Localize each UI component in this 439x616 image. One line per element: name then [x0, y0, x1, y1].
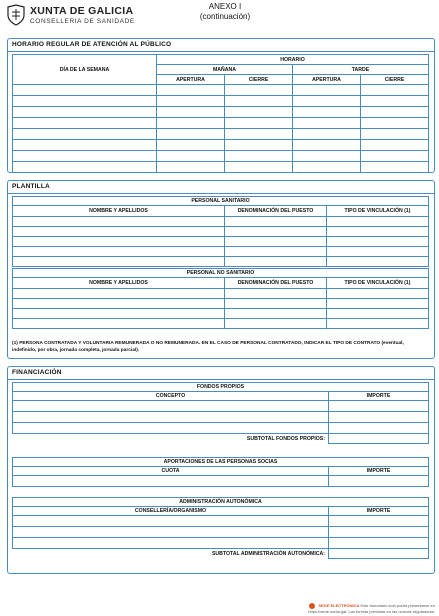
table-row — [13, 309, 429, 319]
col-tarde-header: TARDE — [293, 65, 429, 75]
position-field[interactable] — [225, 257, 327, 267]
xunta-logo — [4, 2, 154, 28]
amount-field[interactable] — [329, 538, 429, 549]
amount-field[interactable] — [329, 412, 429, 423]
link-type-field[interactable] — [327, 319, 429, 329]
amount-field[interactable] — [329, 476, 429, 487]
quota-field[interactable] — [13, 476, 329, 487]
col-manana-header: MAÑANA — [157, 65, 293, 75]
time-field[interactable] — [293, 96, 361, 107]
link-type-field[interactable] — [327, 309, 429, 319]
table-row — [13, 129, 429, 140]
plantilla-section — [7, 180, 435, 359]
col-apertura-manana: APERTURA — [157, 75, 225, 85]
financiacion-title: FINANCIACIÓN — [12, 369, 62, 376]
time-field[interactable] — [157, 151, 225, 162]
name-field[interactable] — [13, 299, 225, 309]
link-type-field[interactable] — [327, 247, 429, 257]
organism-field[interactable] — [13, 527, 329, 538]
name-field[interactable] — [13, 319, 225, 329]
financiacion-section — [7, 366, 435, 574]
organism-field[interactable] — [13, 516, 329, 527]
col-horario-header: HORARIO — [157, 55, 429, 65]
name-field[interactable] — [13, 247, 225, 257]
name-field[interactable] — [13, 289, 225, 299]
personal-no-sanitario-title: PERSONAL NO SANITARIO — [13, 269, 429, 278]
link-type-field[interactable] — [327, 289, 429, 299]
link-type-field[interactable] — [327, 237, 429, 247]
footer-text: Este formulario solo podrá presentarse en https://sede.xunta.gal. Las formas previstas en las normas reguladoras. — [308, 603, 435, 614]
administracion-autonomica-title: ADMINISTRACIÓN AUTONÓMICA — [13, 498, 429, 507]
col-vinculacion-header: TIPO DE VINCULACIÓN (1) — [327, 206, 429, 217]
table-row — [13, 538, 429, 549]
time-field[interactable] — [361, 85, 429, 96]
time-field[interactable] — [157, 162, 225, 173]
day-field[interactable] — [13, 162, 157, 173]
time-field[interactable] — [293, 85, 361, 96]
time-field[interactable] — [225, 96, 293, 107]
time-field[interactable] — [157, 129, 225, 140]
col-conselleria-header: CONSELLERÍA/ORGANISMO — [13, 507, 329, 516]
col-cierre-manana: CIERRE — [225, 75, 293, 85]
table-row — [13, 96, 429, 107]
time-field[interactable] — [293, 140, 361, 151]
col-importe-header: IMPORTE — [329, 467, 429, 476]
plantilla-footnote: (1) PERSONA CONTRATADA Y VOLUNTARIA REMUNERADA O NO REMUNERADA. EN EL CASO DE PERSONAL CONTRATADO, INDICAR EL TIPO DE CONTRATO (eventual, indefinido, por obra, jornada completa, jornada parcial). — [12, 341, 404, 353]
day-field[interactable] — [13, 118, 157, 129]
col-nombre-header: NOMBRE Y APELLIDOS — [13, 206, 225, 217]
position-field[interactable] — [225, 237, 327, 247]
link-type-field[interactable] — [327, 217, 429, 227]
position-field[interactable] — [225, 247, 327, 257]
personal-sanitario-title: PERSONAL SANITARIO — [13, 197, 429, 206]
day-field[interactable] — [13, 96, 157, 107]
col-cuota-header: CUOTA — [13, 467, 329, 476]
table-row — [13, 227, 429, 237]
horario-title: HORARIO REGULAR DE ATENCIÓN AL PÚBLICO — [12, 41, 172, 48]
name-field[interactable] — [13, 309, 225, 319]
col-day-header: DÍA DE LA SEMANA — [13, 55, 157, 85]
table-row — [13, 412, 429, 423]
subtotal-admin-label: SUBTOTAL ADMINISTRACIÓN AUTONÓMICA: — [13, 549, 329, 559]
table-row — [13, 423, 429, 434]
time-field[interactable] — [293, 162, 361, 173]
col-puesto-header: DENOMINACIÓN DEL PUESTO — [225, 278, 327, 289]
table-row — [13, 401, 429, 412]
col-vinculacion-header: TIPO DE VINCULACIÓN (1) — [327, 278, 429, 289]
name-field[interactable] — [13, 227, 225, 237]
col-nombre-header: NOMBRE Y APELLIDOS — [13, 278, 225, 289]
time-field[interactable] — [157, 85, 225, 96]
link-type-field[interactable] — [327, 299, 429, 309]
annex-title: ANEXO I — [208, 2, 242, 11]
time-field[interactable] — [361, 129, 429, 140]
link-type-field[interactable] — [327, 227, 429, 237]
position-field[interactable] — [225, 227, 327, 237]
time-field[interactable] — [361, 107, 429, 118]
col-cierre-tarde: CIERRE — [361, 75, 429, 85]
subtotal-fondos-label: SUBTOTAL FONDOS PROPIOS: — [13, 434, 329, 444]
time-field[interactable] — [225, 118, 293, 129]
horario-section — [7, 38, 435, 173]
link-type-field[interactable] — [327, 257, 429, 267]
day-field[interactable] — [13, 129, 157, 140]
concept-field[interactable] — [13, 423, 329, 434]
day-field[interactable] — [13, 140, 157, 151]
position-field[interactable] — [225, 289, 327, 299]
personal-sanitario-table — [12, 196, 429, 267]
day-field[interactable] — [13, 151, 157, 162]
brand-subtitle: CONSELLERIA DE SANIDADE — [30, 18, 135, 25]
name-field[interactable] — [13, 257, 225, 267]
time-field[interactable] — [361, 96, 429, 107]
subtotal-admin-field[interactable] — [329, 549, 429, 559]
col-concepto-header: CONCEPTO — [13, 392, 329, 401]
table-row — [13, 516, 429, 527]
col-importe-header: IMPORTE — [329, 392, 429, 401]
time-field[interactable] — [225, 140, 293, 151]
aportaciones-table — [12, 457, 429, 487]
time-field[interactable] — [225, 162, 293, 173]
xunta-emblem-icon — [6, 4, 26, 26]
position-field[interactable] — [225, 299, 327, 309]
time-field[interactable] — [361, 140, 429, 151]
col-importe-header: IMPORTE — [329, 507, 429, 516]
amount-field[interactable] — [329, 516, 429, 527]
table-row — [13, 140, 429, 151]
time-field[interactable] — [157, 118, 225, 129]
table-row — [13, 434, 429, 444]
position-field[interactable] — [225, 309, 327, 319]
amount-field[interactable] — [329, 527, 429, 538]
fondos-propios-title: FONDOS PROPIOS — [13, 383, 429, 392]
table-row — [13, 118, 429, 129]
time-field[interactable] — [293, 151, 361, 162]
table-row — [13, 247, 429, 257]
day-field[interactable] — [13, 107, 157, 118]
time-field[interactable] — [361, 151, 429, 162]
annex-heading — [180, 2, 270, 22]
brand-name: XUNTA DE GALICIA — [30, 5, 134, 17]
col-apertura-tarde: APERTURA — [293, 75, 361, 85]
footer-note — [285, 603, 435, 614]
table-row — [13, 151, 429, 162]
table-row — [13, 237, 429, 247]
table-row — [13, 319, 429, 329]
table-row — [13, 85, 429, 96]
subtotal-fondos-field[interactable] — [329, 434, 429, 444]
table-row — [13, 162, 429, 173]
time-field[interactable] — [225, 85, 293, 96]
plantilla-title: PLANTILLA — [12, 183, 50, 190]
time-field[interactable] — [225, 107, 293, 118]
footer-brand: SEDE ELECTRÓNICA — [318, 603, 360, 609]
fondos-propios-table — [12, 382, 429, 444]
table-row — [13, 476, 429, 487]
table-row — [13, 549, 429, 559]
time-field[interactable] — [293, 118, 361, 129]
time-field[interactable] — [225, 151, 293, 162]
time-field[interactable] — [293, 129, 361, 140]
amount-field[interactable] — [329, 423, 429, 434]
time-field[interactable] — [293, 107, 361, 118]
table-row — [13, 299, 429, 309]
table-row — [13, 527, 429, 538]
table-row — [13, 289, 429, 299]
horario-table — [12, 54, 429, 173]
name-field[interactable] — [13, 237, 225, 247]
time-field[interactable] — [157, 107, 225, 118]
day-field[interactable] — [13, 85, 157, 96]
position-field[interactable] — [225, 217, 327, 227]
annex-subtitle: (continuación) — [199, 12, 251, 21]
time-field[interactable] — [361, 118, 429, 129]
time-field[interactable] — [361, 162, 429, 173]
col-puesto-header: DENOMINACIÓN DEL PUESTO — [225, 206, 327, 217]
table-row — [13, 257, 429, 267]
administracion-autonomica-table — [12, 497, 429, 559]
time-field[interactable] — [157, 96, 225, 107]
table-row — [13, 217, 429, 227]
aportaciones-title: APORTACIONES DE LAS PERSONAS SOCIAS — [13, 458, 429, 467]
time-field[interactable] — [157, 140, 225, 151]
table-row — [13, 107, 429, 118]
concept-field[interactable] — [13, 412, 329, 423]
position-field[interactable] — [225, 319, 327, 329]
personal-no-sanitario-table — [12, 268, 429, 329]
amount-field[interactable] — [329, 401, 429, 412]
concept-field[interactable] — [13, 401, 329, 412]
organism-field[interactable] — [13, 538, 329, 549]
time-field[interactable] — [225, 129, 293, 140]
name-field[interactable] — [13, 217, 225, 227]
